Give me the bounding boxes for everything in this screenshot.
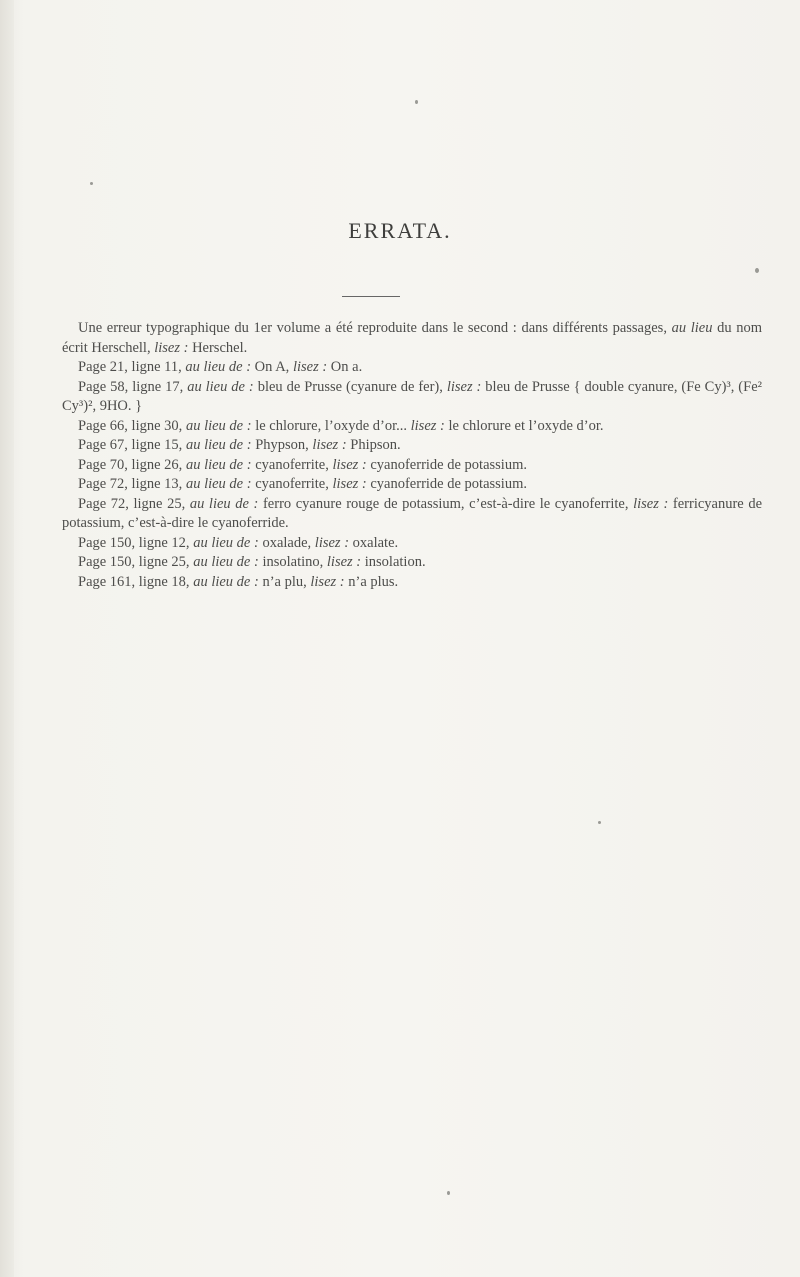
paper-speck	[447, 1191, 450, 1195]
errata-entry: Page 150, ligne 12, au lieu de : oxalade, lisez : oxalate.	[78, 534, 399, 551]
errata-entry: Page 67, ligne 15, au lieu de : Phypson, lisez : Phipson.	[78, 437, 401, 453]
errata-entry: Page 150, ligne 25, au lieu de : insolatino, lisez : insolation.	[78, 554, 426, 570]
errata-entry: Page 58, ligne 17, au lieu de : bleu de Prusse (cyanure de fer), lisez : bleu de Prusse { double cyanure, (Fe Cy)³, (Fe² Cy³)², 9HO. }	[62, 378, 762, 414]
page-title: ERRATA.	[348, 218, 452, 243]
paper-speck	[755, 268, 759, 273]
errata-entry: Page 66, ligne 30, au lieu de : le chlorure, l’oxyde d’or... lisez : le chlorure et l’oxyde d’or.	[78, 417, 604, 434]
errata-entry: Une erreur typographique du 1er volume a été reproduite dans le second : dans différents passages, au lieu du nom écrit Herschell, lisez : Herschel.	[62, 320, 762, 356]
errata-entry: Page 72, ligne 25, au lieu de : ferro cyanure rouge de potassium, c’est-à-dire le cyanoferrite, lisez : ferricyanure de potassium, c’est-à-dire le cyanoferride.	[62, 495, 763, 531]
errata-entry: Page 70, ligne 26, au lieu de : cyanoferrite, lisez : cyanoferride de potassium.	[78, 456, 527, 473]
paper-speck	[598, 821, 601, 824]
errata-entry: Page 161, ligne 18, au lieu de : n’a plu, lisez : n’a plus.	[78, 573, 399, 590]
binding-gutter	[0, 0, 14, 1277]
errata-entry: Page 72, ligne 13, au lieu de : cyanoferrite, lisez : cyanoferride de potassium.	[78, 476, 527, 492]
errata-entry: Page 21, ligne 11, au lieu de : On A, lisez : On a.	[78, 359, 363, 375]
paper-speck	[90, 182, 93, 185]
title-rule	[342, 296, 400, 297]
errata-list	[62, 319, 762, 592]
paper-speck	[415, 100, 418, 104]
